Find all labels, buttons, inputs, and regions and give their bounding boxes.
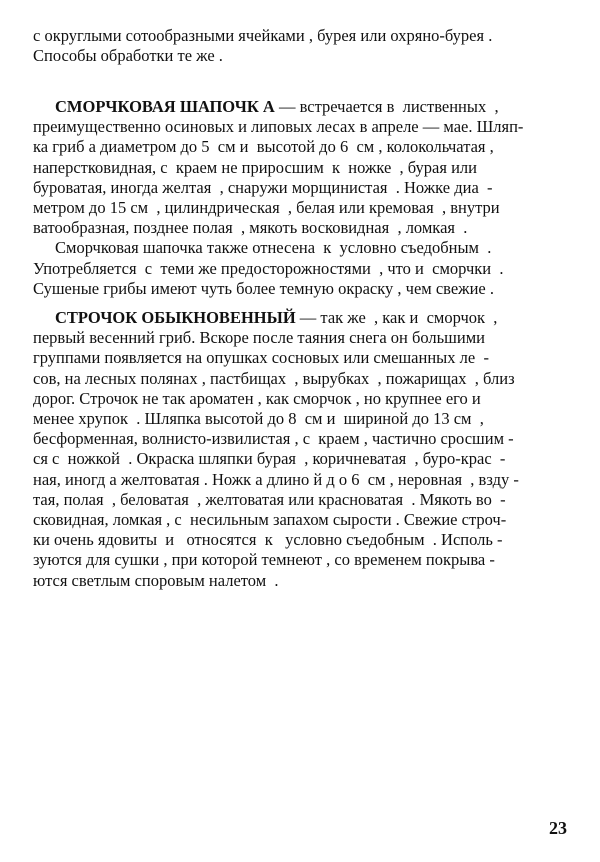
text-line: менее хрупок . Шляпка высотой до 8 см и шириной до 13 см , xyxy=(33,409,484,428)
page-number: 23 xyxy=(549,818,567,838)
section-title: СТРОЧОК ОБЫКНОВЕННЫЙ xyxy=(55,308,296,327)
section-title: СМОРЧКОВАЯ ШАПОЧК А xyxy=(55,97,275,116)
text-line: ся с ножкой . Окраска шляпки бурая , коричневатая , буро-крас - xyxy=(33,449,506,469)
text-line: группами появляется на опушках сосновых или смешанных ле - xyxy=(33,348,489,368)
section-heading-line xyxy=(55,308,497,328)
text-line: ки очень ядовиты и относятся к условно съедобным . Исполь - xyxy=(33,530,503,550)
text-line: сковидная, ломкая , с несильным запахом сырости . Свежие строч- xyxy=(33,510,507,529)
text-line: дорог. Строчок не так ароматен , как сморчок , но крупнее его и xyxy=(33,388,481,408)
text-line: ная, иногд а желтоватая . Ножк а длино й д о 6 см , неровная , взду - xyxy=(33,469,519,489)
text-line: зуются для сушки , при которой темнеют , со временем покрыва - xyxy=(33,550,495,570)
section-heading-line xyxy=(55,97,499,117)
text-line: Сушеные грибы имеют чуть более темную окраску , чем свежие . xyxy=(33,278,494,298)
text-line: сов, на лесных полянах , пастбищах , вырубках , пожарищах , близ xyxy=(33,368,515,388)
text-run: — так же , как и сморчок , xyxy=(295,308,498,327)
text-line: ка гриб а диаметром до 5 см и высотой до 6 см , колокольчатая , xyxy=(33,137,494,157)
text-line: бесформенная, волнисто-извилистая , с краем , частично сросшим - xyxy=(33,429,514,449)
text-line: первый весенний гриб. Вскоре после таяния снега он большими xyxy=(33,328,485,348)
text-line: тая, полая , беловатая , желтоватая или красноватая . Мякоть во - xyxy=(33,489,506,509)
text-line: буроватая, иногда желтая , снаружи морщинистая . Ножке диа - xyxy=(33,177,493,197)
text-line: ются светлым споровым налетом . xyxy=(33,570,279,590)
text-line: преимущественно осиновых и липовых лесах в апреле — мае. Шляп- xyxy=(33,117,524,137)
text-line: Способы обработки те же . xyxy=(33,46,223,65)
text-line: ватообразная, позднее полая , мякоть восковидная , ломкая . xyxy=(33,218,468,238)
text-line: наперстковидная, с краем не приросшим к ножке , бурая или xyxy=(33,157,477,177)
text-line: Сморчковая шапочка также отнесена к условно съедобным . xyxy=(55,238,492,258)
text-line: Употребляется с теми же предосторожностями , что и сморчки . xyxy=(33,258,504,278)
text-line: с округлыми сотообразными ячейками , бурея или охряно-бурея . xyxy=(33,26,493,45)
text-line: метром до 15 см , цилиндрическая , белая или кремовая , внутри xyxy=(33,198,500,217)
text-run: — встречается в лиственных , xyxy=(274,97,499,116)
